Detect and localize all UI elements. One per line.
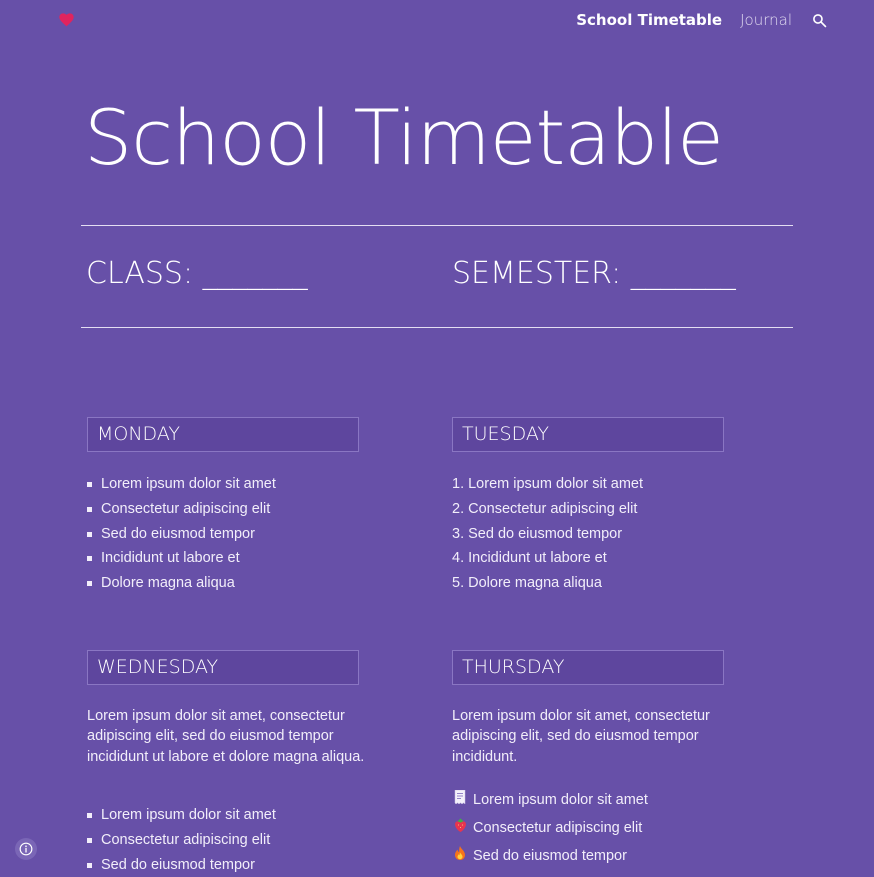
list-item bbox=[87, 472, 276, 497]
semester-field: SEMESTER: _______ bbox=[452, 256, 736, 291]
bullet bbox=[87, 863, 92, 868]
thursday-list bbox=[452, 786, 648, 870]
list-item bbox=[452, 814, 648, 842]
list-item: 3. Sed do eiusmod tempor bbox=[452, 525, 623, 542]
list-item-text: Lorem ipsum dolor sit amet bbox=[101, 807, 276, 823]
list-item-text: Consectetur adipiscing elit bbox=[101, 500, 271, 517]
list-item-text: Incididunt ut labore et bbox=[101, 550, 240, 567]
wednesday-paragraph: Lorem ipsum dolor sit amet, consectetur adipiscing elit, sed do eiusmod tempor incididunt ut labore et dolore magna aliqua. bbox=[87, 708, 365, 765]
strawberry-icon bbox=[452, 814, 468, 842]
thursday-paragraph: Lorem ipsum dolor sit amet, consectetur adipiscing elit, sed do eiusmod tempor incididunt. bbox=[452, 708, 710, 765]
bullet bbox=[87, 507, 92, 512]
fire-icon bbox=[452, 842, 468, 870]
bullet bbox=[87, 581, 92, 586]
day-header-thursday: THURSDAY bbox=[452, 650, 724, 685]
list-item-text: Dolore magna aliqua bbox=[101, 575, 235, 592]
receipt-icon bbox=[452, 786, 468, 814]
day-header-tuesday: TUESDAY bbox=[452, 417, 724, 452]
class-field: CLASS: _______ bbox=[86, 256, 308, 291]
bullet bbox=[87, 556, 92, 561]
list-item-text: Lorem ipsum dolor sit amet bbox=[101, 476, 276, 492]
info-icon[interactable] bbox=[15, 838, 37, 860]
wednesday-list bbox=[87, 803, 276, 877]
list-item: 5. Dolore magna aliqua bbox=[452, 575, 602, 592]
list-item-text: Sed do eiusmod tempor bbox=[101, 856, 255, 873]
list-item bbox=[87, 522, 276, 547]
list-item-text: Consectetur adipiscing elit bbox=[473, 820, 643, 836]
list-item bbox=[87, 546, 276, 571]
list-item bbox=[452, 786, 648, 814]
tuesday-list bbox=[452, 472, 643, 596]
page-title: School Timetable bbox=[84, 93, 723, 182]
list-item-text: Consectetur adipiscing elit bbox=[101, 831, 271, 848]
divider-top bbox=[81, 225, 793, 226]
list-item bbox=[87, 571, 276, 596]
divider-bottom bbox=[81, 327, 793, 328]
nav-link-school-timetable[interactable]: School Timetable bbox=[576, 11, 723, 29]
top-navigation bbox=[0, 0, 874, 40]
list-item-text: Lorem ipsum dolor sit amet bbox=[473, 792, 648, 808]
bullet bbox=[87, 838, 92, 843]
list-item bbox=[87, 803, 276, 828]
bullet bbox=[87, 813, 92, 818]
monday-list bbox=[87, 472, 276, 596]
search-icon[interactable] bbox=[810, 11, 828, 29]
list-item bbox=[452, 842, 648, 870]
list-item-text: Sed do eiusmod tempor bbox=[473, 848, 627, 864]
site-nav bbox=[576, 0, 828, 40]
day-header-monday: MONDAY bbox=[87, 417, 359, 452]
day-header-wednesday: WEDNESDAY bbox=[87, 650, 359, 685]
list-item: 2. Consectetur adipiscing elit bbox=[452, 500, 638, 517]
nav-link-journal[interactable]: Journal bbox=[740, 11, 792, 29]
bullet bbox=[87, 532, 92, 537]
list-item bbox=[87, 497, 276, 522]
bullet bbox=[87, 482, 92, 487]
list-item: 4. Incididunt ut labore et bbox=[452, 550, 607, 567]
heart-icon[interactable] bbox=[56, 9, 76, 29]
list-item: 1. Lorem ipsum dolor sit amet bbox=[452, 476, 643, 492]
list-item-text: Sed do eiusmod tempor bbox=[101, 525, 255, 542]
list-item bbox=[87, 853, 276, 877]
list-item bbox=[87, 828, 276, 853]
